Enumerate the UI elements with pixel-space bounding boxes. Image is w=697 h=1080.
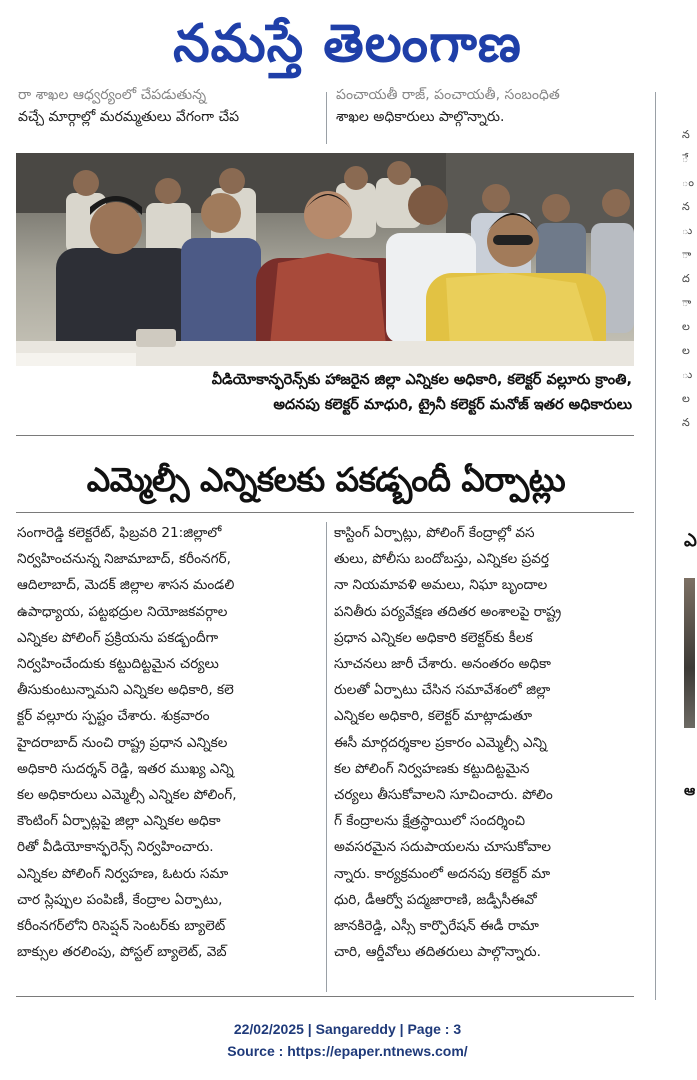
previous-story-line: పంచాయతీ రాజ్, పంచాయతీ, సంబంధిత <box>336 87 560 103</box>
previous-story-right <box>336 87 641 145</box>
article-line: జానకిరెడ్డి, ఎస్సీ కార్పొరేషన్ ఈడీ రామా <box>334 918 539 935</box>
column-divider <box>326 92 327 144</box>
page-footer <box>0 1018 695 1062</box>
neighbour-text-fragment: న <box>682 200 690 213</box>
page-column-divider <box>655 92 656 1000</box>
neighbour-headline-fragment-2: ఆ <box>684 783 696 799</box>
article-column-right <box>334 520 631 965</box>
article-line: హైదరాబాద్ నుంచి రాష్ట్ర ప్రధాన ఎన్నికల <box>17 734 228 751</box>
article-line: రితో వీడియోకాన్ఫరెన్స్ నిర్వహించారు. <box>17 839 214 856</box>
article-line: ఎన్నికల అధికారి, కలెక్టర్ మాట్లాడుతూ <box>334 708 533 725</box>
article-line: ఉపాధ్యాయ, పట్టభద్రుల నియోజకవర్గాల <box>17 603 228 620</box>
neighbour-text-fragment: ల <box>682 320 690 333</box>
article-line: నిర్వహించనున్న నిజామాబాద్, కరీంనగర్, <box>17 551 231 568</box>
article-line: ఈసీ మార్గదర్శకాల ప్రకారం ఎమ్మెల్సీ ఎన్ని <box>334 734 547 751</box>
article-line: కాస్టింగ్ ఏర్పాట్లు, పోలింగ్ కేంద్రాల్లో వస <box>334 525 535 541</box>
article-line: గ్ కేంద్రాలను క్షేత్రస్థాయిలో సందర్శించి <box>334 813 526 830</box>
article-line: సూచనలు జారీ చేశారు. అనంతరం అధికా <box>334 656 551 673</box>
article-line: క్టర్ వల్లూరు స్పష్టం చేశారు. శుక్రవారం <box>17 708 210 725</box>
article-line: ఎన్నికల పోలింగ్ నిర్వహణ, ఓటరు సమా <box>17 865 229 882</box>
neighbour-text-fragment: ు <box>682 368 693 381</box>
article-column-left <box>17 520 314 965</box>
footer-source-link[interactable]: Source : https://epaper.ntnews.com/ <box>227 1043 468 1059</box>
caption-rule <box>16 435 634 436</box>
article-line: ఎన్నికల పోలింగ్ ప్రక్రియను పకడ్బందీగా <box>17 629 219 646</box>
neighbour-text-fragment: ం <box>682 176 694 189</box>
neighbour-text-fragment: ా <box>682 296 692 309</box>
previous-story-left <box>18 87 318 145</box>
footer-date-edition: 22/02/2025 | Sangareddy | Page : 3 <box>233 1021 462 1037</box>
article-line: పనితీరు పర్యవేక్షణ తదితర అంశాలపై రాష్ట్ర <box>334 603 562 620</box>
article-line: రులతో ఏర్పాటు చేసిన సమావేశంలో జిల్లా <box>334 682 551 699</box>
neighbour-text-fragment: ద <box>682 272 690 285</box>
caption-line-1: వీడియోకాన్ఫరెన్స్‌కు హాజరైన జిల్లా ఎన్నికల అధికారి, కలెక్టర్ వల్లూరు క్రాంతి, <box>211 372 632 388</box>
article-line: బాక్సుల తరలింపు, పోస్టల్ బ్యాలెట్, వెబ్ <box>17 944 227 961</box>
neighbour-text-fragment: ల <box>682 392 690 405</box>
article-line: అవసరమైన సదుపాయలను చూసుకోవాల <box>334 839 552 856</box>
neighbour-text-fragment: న <box>682 416 690 429</box>
neighbour-text-fragment: ే <box>682 152 689 165</box>
article-line: ఆదిలాబాద్, మెదక్ జిల్లాల శాసన మండలి <box>17 577 235 594</box>
article-line: నా నియమావళి అమలు, నిఘా బృందాల <box>334 577 548 594</box>
previous-story-line: రా శాఖల ఆధ్వర్యంలో చేపడుతున్న <box>18 87 207 103</box>
meeting-photo-illustration <box>16 153 634 366</box>
article-line: సంగారెడ్డి కలెక్టరేట్, ఫిబ్రవరి 21:జిల్లాలో <box>17 525 222 541</box>
headline-rule <box>16 512 634 513</box>
article-line: తీసుకుంటున్నామని ఎన్నికల అధికారి, కలె <box>17 682 234 699</box>
article-line: కల పోలింగ్ నిర్వహణకు కట్టుదిట్టమైన <box>334 760 530 777</box>
article-column-divider <box>326 522 327 992</box>
article-line: న్నారు. కార్యక్రమంలో అదనపు కలెక్టర్ మా <box>334 865 551 882</box>
article-line: చారి, ఆర్డీవోలు తదితరులు పాల్గొన్నారు. <box>334 944 541 961</box>
article-headline: ఎమ్మెల్సీ ఎన్నికలకు పకడ్బందీ ఏర్పాట్లు <box>86 460 566 499</box>
neighbour-text-fragment: ు <box>682 224 693 237</box>
neighbour-text-fragment: న <box>682 128 690 141</box>
article-line: కరీంనగర్‌లోని రిసెప్షన్ సెంటర్‌కు బ్యాలెట్ <box>17 918 226 935</box>
previous-story-line: వచ్చే మార్గాల్లో మరమ్మతులు వేగంగా చేప <box>18 109 240 125</box>
article-line: ప్రధాన ఎన్నికల అధికారి కలెక్టర్‌కు కీలక <box>334 629 533 646</box>
article-line: కల అధికారులు ఎమ్మెల్సీ ఎన్నికల పోలింగ్, <box>17 787 237 804</box>
article-bottom-rule <box>16 996 634 997</box>
caption-line-2: అదనపు కలెక్టర్ మాధురి, ట్రైనీ కలెక్టర్ మనోజ్ ఇతర అధికారులు <box>273 397 632 413</box>
masthead <box>0 6 695 86</box>
meeting-photo <box>16 153 634 366</box>
article-line: ధురి, డీఆర్వో పద్మజారాణి, జడ్పీసీఈవో <box>334 891 537 908</box>
neighbour-text-fragment: ా <box>682 248 692 261</box>
article-line: చర్యలు తీసుకోవాలని సూచించారు. పోలిం <box>334 787 553 804</box>
previous-story-line: శాఖల అధికారులు పాల్గొన్నారు. <box>336 109 505 125</box>
newspaper-title: నమస్తే తెలంగాణ <box>173 14 522 74</box>
neighbour-headline-fragment: ఎ <box>684 530 697 551</box>
article-line: అధికారి సుదర్శన్ రెడ్డి, ఇతర ముఖ్య ఎన్ని <box>17 760 234 777</box>
neighbour-text-fragment: ల <box>682 344 690 357</box>
article-line: చార స్లిప్పుల పంపిణీ, కేంద్రాల ఏర్పాటు, <box>17 891 223 908</box>
neighbour-photo-fragment <box>684 578 695 728</box>
article-line: కౌంటింగ్ ఏర్పాట్లపై జిల్లా ఎన్నికల అధికా <box>17 813 221 830</box>
photo-caption <box>40 368 632 418</box>
article-line: తులు, పోలీసు బందోబస్తు, ఎన్నికల ప్రవర్త <box>334 551 549 568</box>
article-line: నిర్వహించేందుకు కట్టుదిట్టమైన చర్యలు <box>17 656 219 673</box>
